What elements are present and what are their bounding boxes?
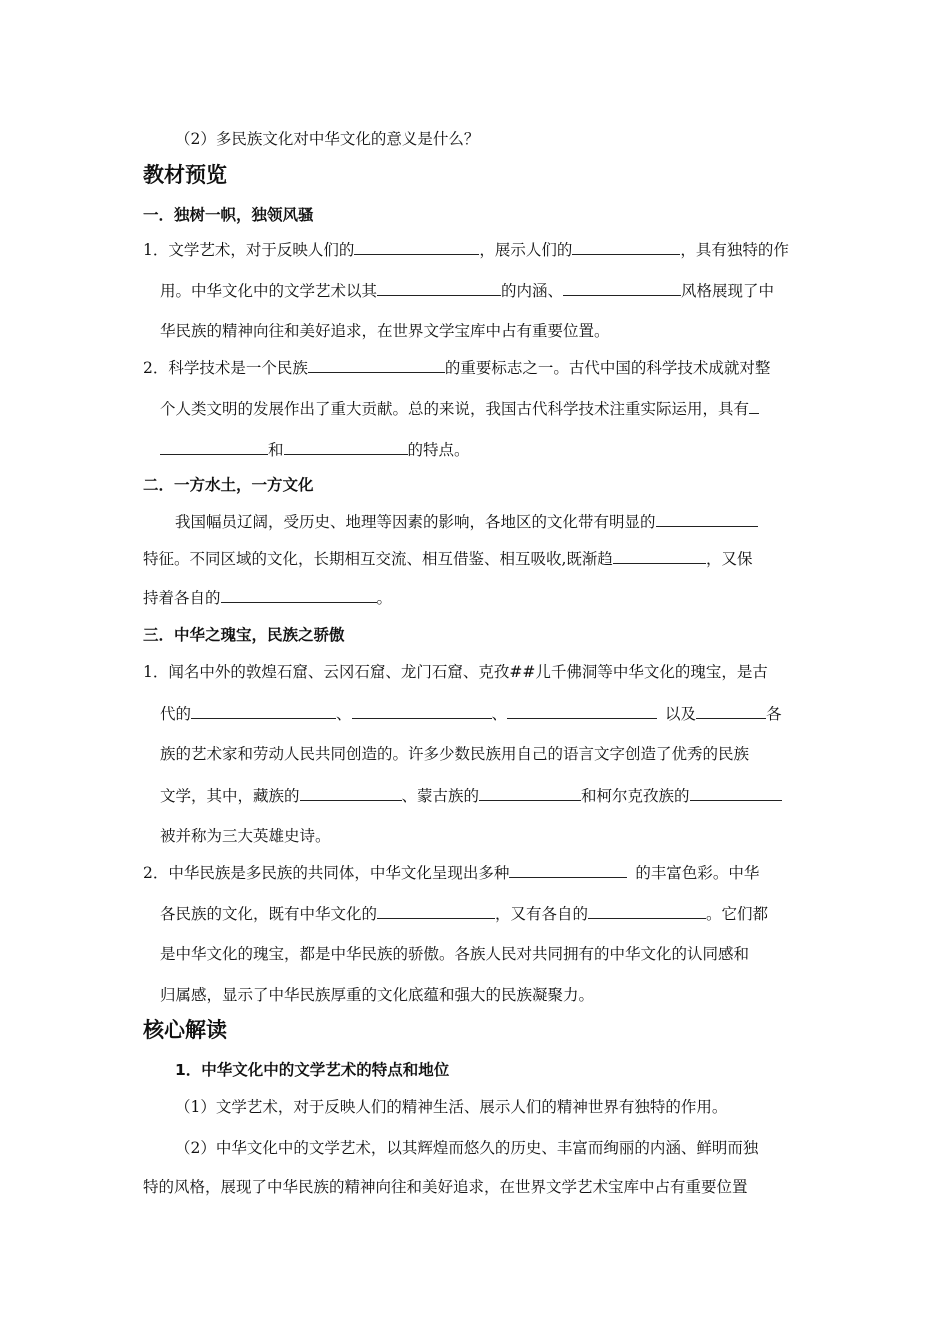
blank-field[interactable] [308,356,445,373]
s3-p2-line4: 归属感，显示了中华民族厚重的文化底蕴和强大的民族凝聚力。 [160,986,595,1004]
blank-field[interactable] [572,238,680,255]
s1-p2-line1: 2．科学技术是一个民族 的重要标志之一。古代中国的科学技术成就对整 [143,356,808,379]
section-1-title: 一．独树一帜，独领风骚 [143,206,314,224]
blank-field[interactable] [284,438,408,455]
s3-p1-line2: 代的 、 、 以及 各 [160,702,808,725]
s1-p1-line3: 华民族的精神向往和美好追求，在世界文学宝库中占有重要位置。 [160,322,610,340]
s1-p1-line2: 用。中华文化中的文学艺术以其 的内涵、 风格展现了中 [160,279,808,302]
blank-field[interactable] [377,902,495,919]
s3-p1-line1: 1．闻名中外的敦煌石窟、云冈石窟、龙门石窟、克孜##儿千佛洞等中华文化的瑰宝，是古 [143,663,768,681]
core-line-3: 特的风格，展现了中华民族的精神向往和美好追求，在世界文学艺术宝库中占有重要位置 [143,1178,748,1196]
section-3-title: 三．中华之瑰宝，民族之骄傲 [143,626,345,644]
s3-p1-line3: 族的艺术家和劳动人民共同创造的。许多少数民族用自己的语言文字创造了优秀的民族 [160,745,750,763]
blank-field[interactable] [696,702,766,719]
blank-field[interactable] [507,702,657,719]
s3-p2-line3: 是中华文化的瑰宝，都是中华民族的骄傲。各族人民对共同拥有的中华文化的认同感和 [160,945,750,963]
s1-p1-line1: 1．文学艺术，对于反映人们的 ，展示人们的 ，具有独特的作 [143,238,808,261]
core-line-1: （1）文学艺术，对于反映人们的精神生活、展示人们的精神世界有独特的作用。 [175,1098,728,1116]
s2-line1: 我国幅员辽阔，受历史、地理等因素的影响，各地区的文化带有明显的 [175,510,808,533]
blank-field[interactable] [352,702,492,719]
section-2-title: 二．一方水土，一方文化 [143,476,314,494]
blank-field[interactable] [749,397,759,414]
s3-p1-line5: 被并称为三大英雄史诗。 [160,827,331,845]
blank-field[interactable] [221,586,377,603]
core-topic-1: 1．中华文化中的文学艺术的特点和地位 [175,1061,450,1079]
blank-field[interactable] [377,279,501,296]
blank-field[interactable] [354,238,479,255]
blank-field[interactable] [613,547,706,564]
blank-field[interactable] [191,702,336,719]
blank-field[interactable] [656,510,758,527]
s1-p2-line2: 个人类文明的发展作出了重大贡献。总的来说，我国古代科学技术注重实际运用，具有 [160,397,808,420]
blank-field[interactable] [509,861,627,878]
blank-field[interactable] [563,279,681,296]
core-line-2: （2）中华文化中的文学艺术，以其辉煌而悠久的历史、丰富而绚丽的内涵、鲜明而独 [175,1139,759,1157]
preview-heading: 教材预览 [143,163,227,187]
s2-line2: 特征。不同区域的文化，长期相互交流、相互借鉴、相互吸收,既渐趋 ，又保 [143,547,808,570]
blank-field[interactable] [160,438,268,455]
core-heading: 核心解读 [143,1018,227,1042]
blank-field[interactable] [588,902,706,919]
blank-field[interactable] [300,784,402,801]
s3-p1-line4: 文学，其中，藏族的 、蒙古族的 和柯尔克孜族的 [160,784,808,807]
intro-question: （2）多民族文化对中华文化的意义是什么？ [175,130,480,148]
s1-p2-line3: 和 的特点。 [160,438,825,461]
s3-p2-line1: 2．中华民族是多民族的共同体，中华文化呈现出多种 的丰富色彩。中华 [143,861,808,884]
blank-field[interactable] [479,784,581,801]
blank-field[interactable] [690,784,782,801]
s2-line3: 持着各自的 。 [143,586,808,609]
s3-p2-line2: 各民族的文化，既有中华文化的 ，又有各自的 。它们都 [160,902,808,925]
